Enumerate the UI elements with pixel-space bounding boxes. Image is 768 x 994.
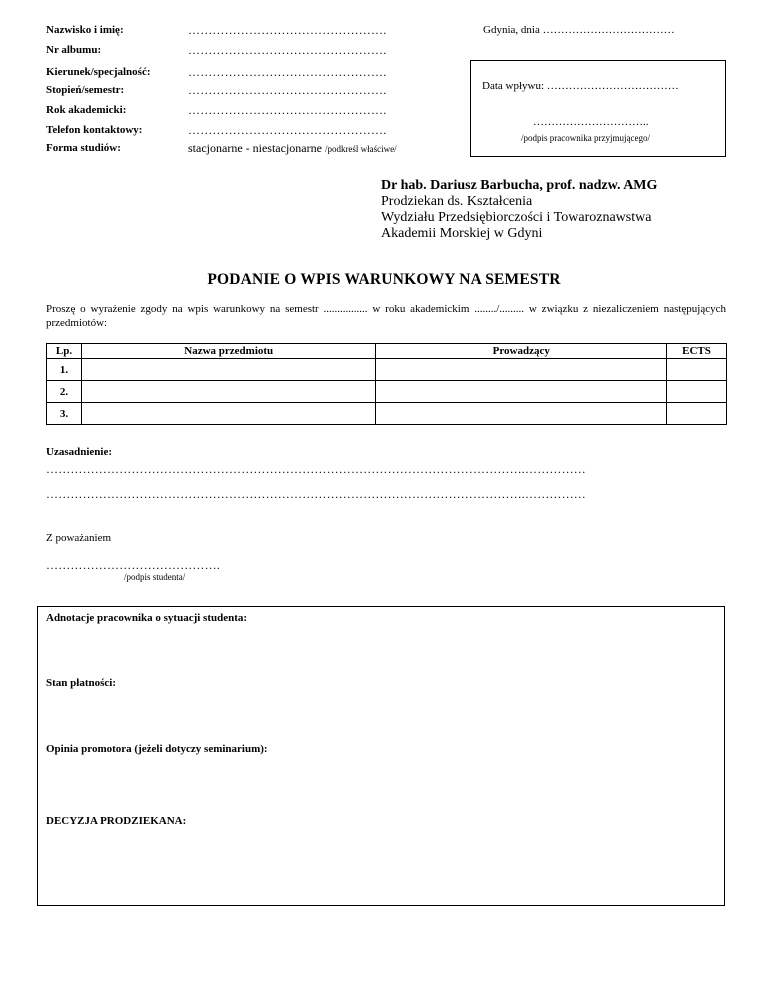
student-signature-dots[interactable]: ……………………………………. xyxy=(46,558,220,572)
document-title: PODANIE O WPIS WARUNKOWY NA SEMESTR xyxy=(207,271,561,288)
addressee-block xyxy=(381,178,657,242)
addressee-line1: Prodziekan ds. Kształcenia xyxy=(381,194,533,209)
field-label-album: Nr albumu: xyxy=(46,44,102,56)
payment-status-label: Stan płatności: xyxy=(46,677,116,689)
field-value-major[interactable]: …………………………………………. xyxy=(188,65,387,79)
field-value-year[interactable]: …………………………………………. xyxy=(188,103,387,117)
justification-line-2[interactable]: ……………………………………………………………………………………………………….…………… xyxy=(46,487,586,501)
addressee-line2: Wydziału Przedsiębiorczości i Towaroznawstwa xyxy=(381,210,652,225)
field-value-name[interactable]: …………………………………………. xyxy=(188,23,387,37)
closing-greeting: Z poważaniem xyxy=(46,532,112,544)
supervisor-opinion-label: Opinia promotora (jeżeli dotyczy seminarium): xyxy=(46,743,268,755)
study-form-note: /podkreśl właściwe/ xyxy=(324,144,397,154)
row-teacher[interactable] xyxy=(376,381,667,403)
row-teacher[interactable] xyxy=(376,403,667,425)
header-ects: ECTS xyxy=(667,344,727,359)
table-header-row xyxy=(47,344,727,359)
field-label-study-form: Forma studiów: xyxy=(46,142,121,154)
field-value-level[interactable]: …………………………………………. xyxy=(188,83,387,97)
table-row xyxy=(47,381,727,403)
receipt-box xyxy=(470,60,726,157)
student-signature-caption: /podpis studenta/ xyxy=(124,572,186,582)
header-teacher: Prowadzący xyxy=(376,344,667,359)
request-paragraph: Proszę o wyrażenie zgody na wpis warunkowy na semestr ................ w roku akademickim ......../......... w związku z niezaliczeniem następujących przedmiotów: xyxy=(46,303,726,329)
row-teacher[interactable] xyxy=(376,359,667,381)
row-lp: 1. xyxy=(47,359,82,381)
field-value-phone[interactable]: …………………………………………. xyxy=(188,123,387,137)
date-line[interactable]: Gdynia, dnia ……………………………… xyxy=(483,24,675,36)
header-subject-name: Nazwa przedmiotu xyxy=(81,344,376,359)
justification-label: Uzasadnienie: xyxy=(46,446,112,458)
field-label-level: Stopień/semestr: xyxy=(46,84,125,96)
row-subject-name[interactable] xyxy=(81,403,376,425)
staff-signature-dots[interactable]: ………………………….. xyxy=(533,116,649,128)
field-value-study-form[interactable] xyxy=(188,141,397,156)
row-lp: 3. xyxy=(47,403,82,425)
staff-annotations-box xyxy=(37,606,725,906)
dean-decision-label: DECYZJA PRODZIEKANA: xyxy=(46,815,187,827)
staff-signature-caption: /podpis pracownika przyjmującego/ xyxy=(521,133,650,143)
table-row xyxy=(47,403,727,425)
field-label-name: Nazwisko i imię: xyxy=(46,24,124,36)
staff-notes-label: Adnotacje pracownika o sytuacji studenta: xyxy=(46,612,248,624)
field-label-major: Kierunek/specjalność: xyxy=(46,66,151,78)
field-label-year: Rok akademicki: xyxy=(46,104,127,116)
row-ects[interactable] xyxy=(667,359,727,381)
header-lp: Lp. xyxy=(47,344,82,359)
field-value-album[interactable]: …………………………………………. xyxy=(188,43,387,57)
row-subject-name[interactable] xyxy=(81,381,376,403)
addressee-line3: Akademii Morskiej w Gdyni xyxy=(381,226,543,241)
row-ects[interactable] xyxy=(667,381,727,403)
row-subject-name[interactable] xyxy=(81,359,376,381)
row-ects[interactable] xyxy=(667,403,727,425)
study-form-options[interactable]: stacjonarne - niestacjonarne xyxy=(188,141,322,155)
subjects-table xyxy=(46,343,727,425)
addressee-name: Dr hab. Dariusz Barbucha, prof. nadzw. AMG xyxy=(381,178,658,193)
justification-line-1[interactable]: ……………………………………………………………………………………………………….…………… xyxy=(46,462,586,476)
field-label-phone: Telefon kontaktowy: xyxy=(46,124,143,136)
date-received-field[interactable]: Data wpływu: ……………………………… xyxy=(482,80,679,92)
row-lp: 2. xyxy=(47,381,82,403)
table-row xyxy=(47,359,727,381)
